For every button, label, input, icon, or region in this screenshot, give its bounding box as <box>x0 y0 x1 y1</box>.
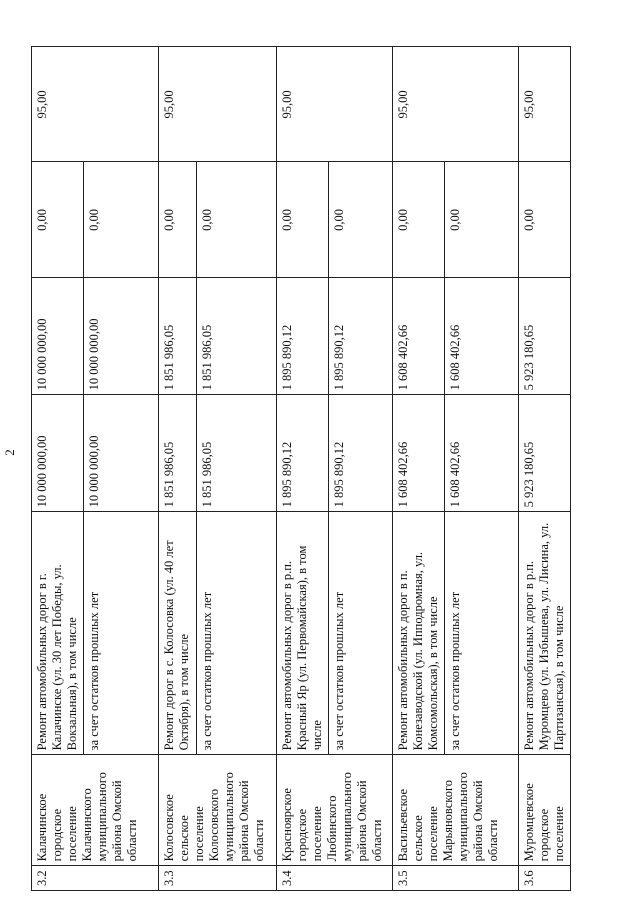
sub-zero-cell: 0,00 <box>445 162 519 278</box>
municipality-cell: Колосовское сельское поселение Колосовского муниципального района Омской области <box>159 755 277 866</box>
page-number: 2 <box>2 449 17 456</box>
sub-zero-cell: 0,00 <box>197 162 277 278</box>
percent-cell: 95,00 <box>277 47 393 162</box>
municipality-cell: Красноярское городское поселение Любинского муниципального района Омской области <box>277 755 393 866</box>
table-row <box>159 47 197 891</box>
sub-amount-cell: 1 851 986,05 <box>197 278 277 395</box>
row-number: 3.3 <box>159 866 277 891</box>
work-description: Ремонт автомобильных дорог в р.п. Красный Яр (ул. Первомайская), в том числе <box>277 512 329 755</box>
row-number: 3.2 <box>32 866 159 891</box>
municipality-cell: Муромцевское городское поселение <box>519 755 571 866</box>
percent-cell: 95,00 <box>393 47 519 162</box>
sub-total-cell: 1 895 890,12 <box>329 395 393 512</box>
table-row <box>32 47 84 891</box>
sub-total-cell: 10 000 000,00 <box>84 395 159 512</box>
work-description: Ремонт автомобильных дорог в р.п. Муромцево (ул. Избышева, ул. Лисина, ул. Партизанская), в том числе <box>519 512 571 755</box>
total-cell: 1 851 986,05 <box>159 395 197 512</box>
percent-cell: 95,00 <box>32 47 159 162</box>
sub-zero-cell: 0,00 <box>84 162 159 278</box>
zero-cell: 0,00 <box>32 162 84 278</box>
total-cell: 1 895 890,12 <box>277 395 329 512</box>
municipality-cell: Калачинское городское поселение Калачинского муниципального района Омской области <box>32 755 159 866</box>
budget-table <box>31 46 571 891</box>
amount-cell: 5 923 180,65 <box>519 278 571 395</box>
row-number: 3.4 <box>277 866 393 891</box>
sub-amount-cell: 10 000 000,00 <box>84 278 159 395</box>
sub-work-description: за счет остатков прошлых лет <box>445 512 519 755</box>
row-number: 3.6 <box>519 866 571 891</box>
sub-amount-cell: 1 608 402,66 <box>445 278 519 395</box>
percent-cell: 95,00 <box>519 47 571 162</box>
zero-cell: 0,00 <box>159 162 197 278</box>
table-row <box>519 47 571 891</box>
sub-work-description: за счет остатков прошлых лет <box>84 512 159 755</box>
sub-zero-cell: 0,00 <box>329 162 393 278</box>
sub-total-cell: 1 851 986,05 <box>197 395 277 512</box>
sub-total-cell: 1 608 402,66 <box>445 395 519 512</box>
municipality-cell: Васильевское сельское поселение Марьяновского муниципального района Омской области <box>393 755 519 866</box>
zero-cell: 0,00 <box>393 162 445 278</box>
amount-cell: 1 895 890,12 <box>277 278 329 395</box>
amount-cell: 1 608 402,66 <box>393 278 445 395</box>
row-number: 3.5 <box>393 866 519 891</box>
zero-cell: 0,00 <box>277 162 329 278</box>
total-cell: 1 608 402,66 <box>393 395 445 512</box>
sub-work-description: за счет остатков прошлых лет <box>329 512 393 755</box>
total-cell: 5 923 180,65 <box>519 395 571 512</box>
sub-amount-cell: 1 895 890,12 <box>329 278 393 395</box>
work-description: Ремонт автомобильных дорог в г. Калачинске (ул. 30 лет Победы, ул. Вокзальная), в том числе <box>32 512 84 755</box>
zero-cell: 0,00 <box>519 162 571 278</box>
table-row <box>393 47 445 891</box>
amount-cell: 1 851 986,05 <box>159 278 197 395</box>
amount-cell: 10 000 000,00 <box>32 278 84 395</box>
table-row <box>277 47 329 891</box>
work-description: Ремонт автомобильных дорог в п. Конезаводской (ул. Ипподромная, ул. Комсомольская), в том числе <box>393 512 445 755</box>
work-description: Ремонт дорог в с. Колосовка (ул. 40 лет Октября), в том числе <box>159 512 197 755</box>
sub-work-description: за счет остатков прошлых лет <box>197 512 277 755</box>
percent-cell: 95,00 <box>159 47 277 162</box>
total-cell: 10 000 000,00 <box>32 395 84 512</box>
